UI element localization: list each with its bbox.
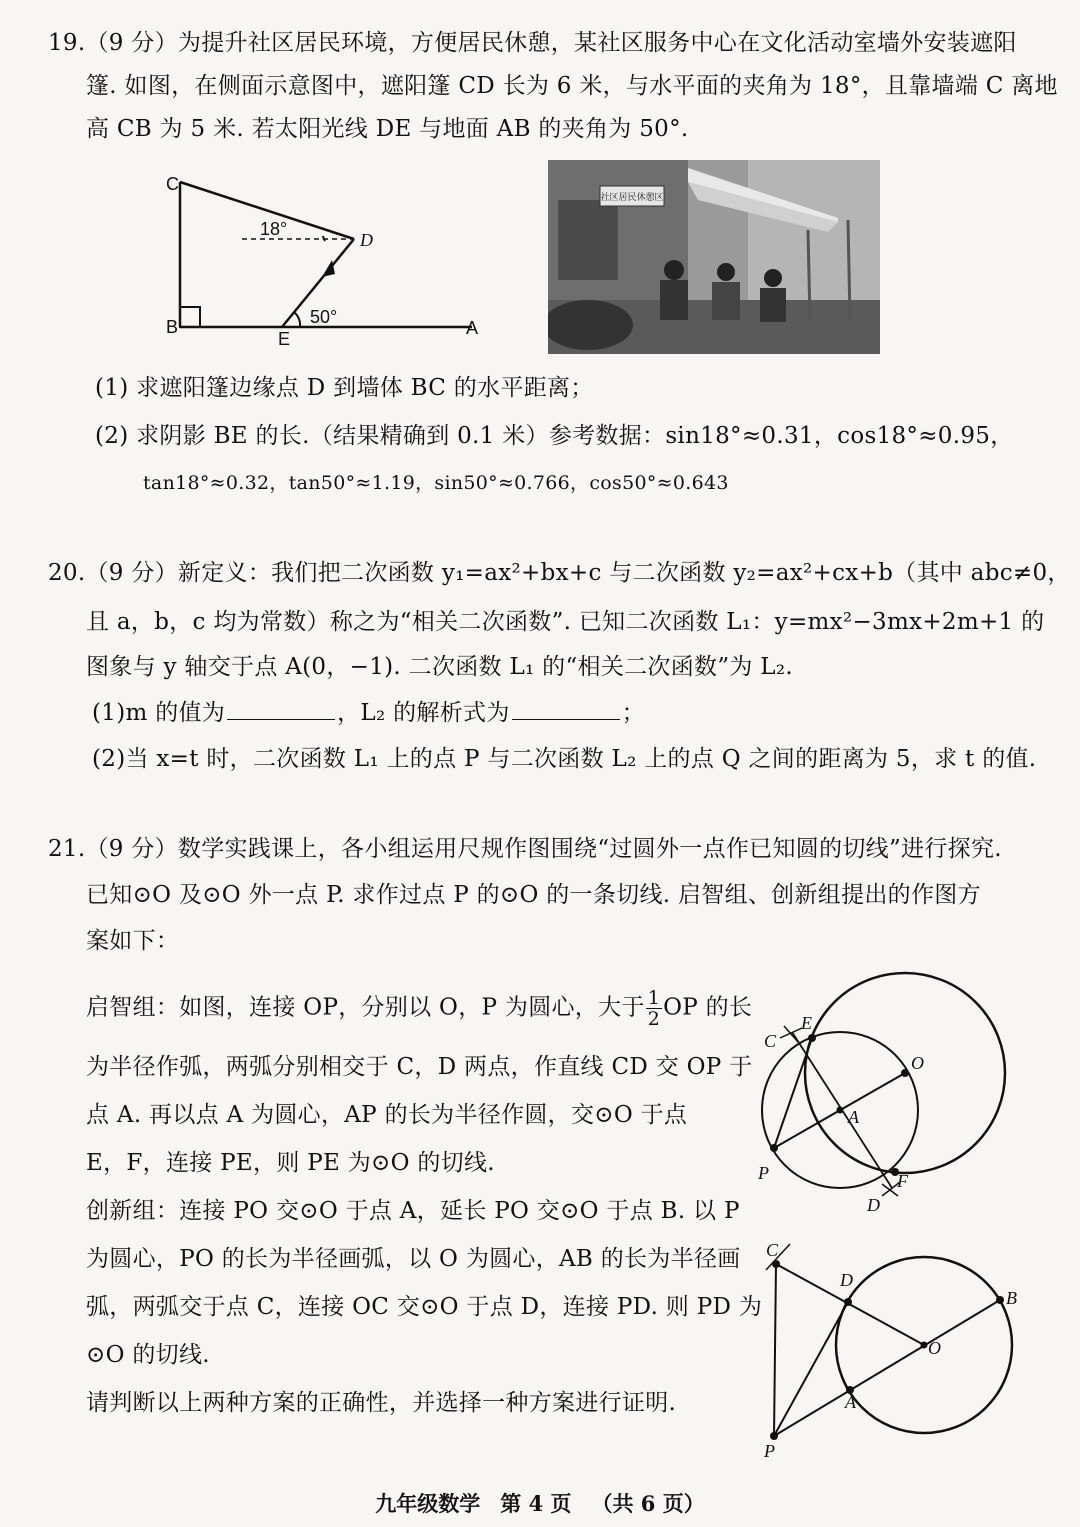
fraction-denominator: 2	[647, 1008, 661, 1030]
q19-awning-photo	[548, 160, 880, 354]
fig1-label-P: P	[758, 1163, 769, 1183]
fig2-label-O: O	[928, 1338, 941, 1358]
footer-total-pages: （共 6 页）	[591, 1491, 705, 1516]
q20-stem-line3: 图象与 y 轴交于点 A(0，−1). 二次函数 L₁ 的“相关二次函数”为 L₂.	[86, 654, 793, 680]
qizhi-line4: E，F，连接 PE，则 PE 为⊙O 的切线.	[86, 1150, 495, 1176]
q21-stem-line3: 案如下：	[86, 928, 180, 954]
q20-sub1-m-prompt: (1)m 的值为	[92, 700, 226, 726]
qizhi-construction-diagram	[750, 970, 1020, 1220]
q19-label-A: A	[466, 318, 479, 338]
qizhi-line1-a: 启智组：如图，连接 OP，分别以 O，P 为圆心，大于	[86, 994, 645, 1021]
page-footer	[0, 1488, 1080, 1518]
fig1-label-A: A	[848, 1107, 859, 1127]
q19-label-C: C	[166, 174, 179, 194]
fig1-label-O: O	[911, 1053, 924, 1073]
q19-stem-line3: 高 CB 为 5 米. 若太阳光线 DE 与地面 AB 的夹角为 50°.	[86, 116, 689, 142]
chuangxin-line3: 弧，两弧交于点 C，连接 OC 交⊙O 于点 D，连接 PD. 则 PD 为	[86, 1294, 763, 1320]
q19-sub1: (1) 求遮阳篷边缘点 D 到墙体 BC 的水平距离；	[95, 375, 594, 401]
qizhi-line1	[86, 988, 752, 1029]
q20-sub1	[92, 698, 645, 728]
chuangxin-line2: 为圆心，PO 的长为半径画弧，以 O 为圆心，AB 的长为半径画	[86, 1246, 741, 1272]
fig1-label-D: D	[867, 1195, 880, 1215]
q20-sub1-l2-prompt: ，L₂ 的解析式为	[337, 700, 510, 726]
q21-stem-line2: 已知⊙O 及⊙O 外一点 P. 求作过点 P 的⊙O 的一条切线. 启智组、创新组提出的作图方	[86, 882, 981, 908]
chuangxin-line4: ⊙O 的切线.	[86, 1342, 210, 1368]
footer-subject: 九年级数学	[375, 1491, 481, 1516]
qizhi-line1-b: OP 的长	[663, 994, 753, 1021]
chuangxin-line1: 创新组：连接 PO 交⊙O 于点 A，延长 PO 交⊙O 于点 B. 以 P	[86, 1198, 740, 1224]
q20-stem-line1: 20.（9 分）新定义：我们把二次函数 y₁=ax²+bx+c 与二次函数 y₂=ax²+cx+b（其中 abc≠0，	[48, 560, 1071, 586]
q19-angle-18: 18°	[260, 219, 288, 239]
q21-stem-line1: 21.（9 分）数学实践课上，各小组运用尺规作图围绕“过圆外一点作已知圆的切线”进行探究.	[48, 836, 1002, 862]
fig2-label-B: B	[1006, 1288, 1017, 1308]
q19-sub2: (2) 求阴影 BE 的长.（结果精确到 0.1 米）参考数据：sin18°≈0.31，cos18°≈0.95，	[95, 423, 1014, 449]
q19-label-B: B	[166, 317, 179, 337]
q20-stem-line2: 且 a，b，c 均为常数）称之为“相关二次函数”. 已知二次函数 L₁：y=mx²−3mx+2m+1 的	[86, 609, 1045, 635]
q19-stem-line2: 篷. 如图，在侧面示意图中，遮阳篷 CD 长为 6 米，与水平面的夹角为 18°，且靠墙端 C 离地	[86, 73, 1058, 99]
q20-sub1-end: ；	[621, 700, 645, 726]
fig2-label-C: C	[766, 1240, 779, 1260]
answer-blank-l2[interactable]	[512, 699, 620, 720]
fig1-label-C: C	[764, 1031, 777, 1051]
fig2-label-P: P	[764, 1441, 775, 1461]
qizhi-line2: 为半径作弧，两弧分别相交于 C，D 两点，作直线 CD 交 OP 于	[86, 1054, 753, 1080]
fig2-label-D: D	[840, 1270, 853, 1290]
fraction-numerator: 1	[647, 987, 661, 1009]
fig1-label-F: F	[897, 1171, 908, 1191]
q19-photo-sign: 社区居民休憩区	[600, 193, 664, 203]
q19-stem-line1: 19.（9 分）为提升社区居民环境，方便居民休憩，某社区服务中心在文化活动室墙外安装遮阳	[48, 30, 1017, 56]
q19-angle-50: 50°	[310, 307, 338, 327]
qizhi-line3: 点 A. 再以点 A 为圆心，AP 的长为半径作圆，交⊙O 于点	[86, 1102, 688, 1128]
fig2-label-A: A	[845, 1392, 856, 1412]
fig1-label-E: E	[801, 1013, 812, 1033]
q19-label-E: E	[278, 329, 291, 349]
q19-label-D: D	[360, 230, 373, 250]
chuangxin-construction-diagram	[750, 1236, 1030, 1466]
q21-question: 请判断以上两种方案的正确性，并选择一种方案进行证明.	[86, 1390, 677, 1416]
q19-sub2-reference: tan18°≈0.32，tan50°≈1.19，sin50°≈0.766，cos50°≈0.643	[143, 472, 729, 494]
answer-blank-m[interactable]	[227, 699, 335, 720]
footer-page-number: 第 4 页	[500, 1491, 572, 1516]
q20-sub2: (2)当 x=t 时，二次函数 L₁ 上的点 P 与二次函数 L₂ 上的点 Q 之间的距离为 5，求 t 的值.	[92, 746, 1037, 772]
fraction-one-half	[646, 988, 662, 1029]
